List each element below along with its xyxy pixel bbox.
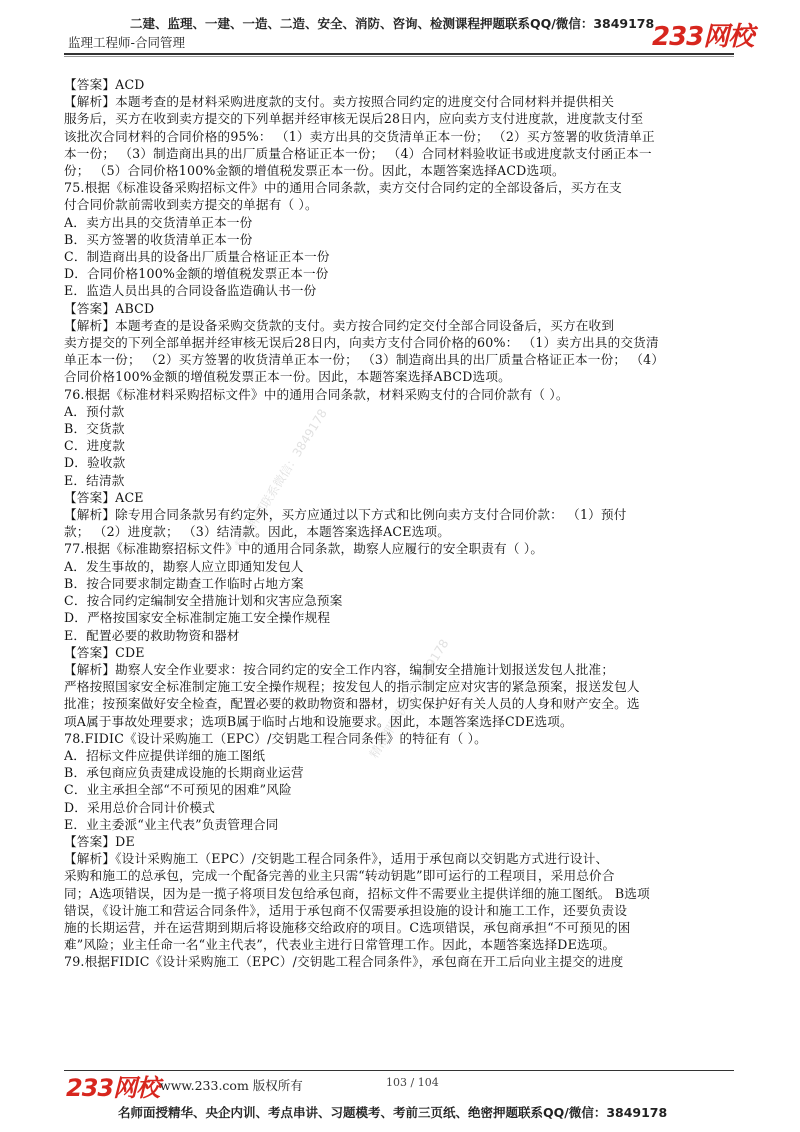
footer-copyright: www.233.com 版权所有 — [160, 1078, 303, 1093]
text-line: 项A属于事故处理要求；选项B属于临时占地和设施要求。因此，本题答案选择CDE选项。 — [64, 713, 573, 729]
text-line: 付合同价款前需收到卖方提交的单据有（ ）。 — [64, 197, 318, 213]
text-line: 本一份； （3）制造商出具的出厂质量合格证正本一份； （4）合同材料验收证书或进度款支付函正本一 — [64, 145, 652, 161]
text-line: 采购和施工的总承包，完成一个配备完善的业主只需“转动钥匙”即可运行的工程项目，采用总价合 — [64, 868, 615, 884]
text-line: B．交货款 — [64, 421, 125, 437]
text-line: 严格按照国家安全标准制定施工安全操作规程；按发包人的指示制定应对灾害的紧急预案，报送发包人 — [64, 679, 640, 695]
text-line: 【解析】勘察人安全作业要求：按合同约定的安全工作内容，编制安全措施计划报送发包人批准； — [64, 661, 615, 677]
page-number: 103 / 104 — [386, 1076, 439, 1089]
text-line: 【解析】除专用合同条款另有约定外，买方应通过以下方式和比例向卖方支付合同价款： （1）预付 — [64, 507, 627, 523]
header-divider — [64, 53, 734, 55]
text-line: C．进度款 — [64, 438, 126, 454]
brand-logo-header: 233网校 — [652, 22, 754, 52]
text-line: 79.根据FIDIC《设计采购施工（EPC）/交钥匙工程合同条件》，承包商在开工后向业主提交的进度 — [64, 954, 624, 970]
text-line: E．监造人员出具的合同设备监造确认书一份 — [64, 283, 317, 299]
brand-logo-footer: 233网校 — [66, 1074, 160, 1102]
text-line: 错误，《设计施工和营运合同条件》，适用于承包商不仅需要承担设施的设计和施工工作，还要负责设 — [64, 902, 628, 918]
watermark: 精准押题联系微信：3849178 — [232, 406, 330, 551]
text-line: 合同价格100%金额的增值税发票正本一份。因此，本题答案选择ABCD选项。 — [64, 369, 511, 385]
text-line: 75.根据《标准设备采购招标文件》中的通用合同条款，卖方交付合同约定的全部设备后，买方在支 — [64, 180, 622, 196]
text-line: D．合同价格100%金额的增值税发票正本一份 — [64, 266, 329, 282]
text-line: 施的长期运营，并在运营期到期后将设施移交给政府的项目。C选项错误，承包商承担“不可预见的困 — [64, 919, 631, 935]
text-line: D．严格按国家安全标准制定施工安全操作规程 — [64, 610, 331, 626]
header-divider-thin — [64, 56, 734, 57]
text-line: 单正本一份； （2）买方签署的收货清单正本一份； （3）制造商出具的出厂质量合格证正本一份； （4） — [64, 352, 665, 368]
text-line: A．预付款 — [64, 403, 125, 419]
text-line: 【答案】ACE — [64, 489, 144, 505]
text-line: E．结清款 — [64, 472, 125, 488]
text-line: B．买方签署的收货清单正本一份 — [64, 231, 253, 247]
text-line: 份； （5）合同价格100%金额的增值税发票正本一份。因此，本题答案选择ACD选项。 — [64, 163, 565, 179]
text-line: 76.根据《标准材料采购招标文件》中的通用合同条款，材料采购支付的合同价款有（ ）。 — [64, 386, 569, 402]
text-line: 款； （2）进度款； （3）结清款。因此，本题答案选择ACE选项。 — [64, 524, 450, 540]
text-line: 【答案】DE — [64, 833, 135, 849]
text-line: C．按合同约定编制安全措施计划和灾害应急预案 — [64, 593, 343, 609]
text-line: 【答案】ACD — [64, 77, 145, 92]
text-line: 该批次合同材料的合同价格的95%： （1）卖方出具的交货清单正本一份； （2）买方签署的收货清单正 — [64, 128, 655, 144]
text-line: D．采用总价合同计价模式 — [64, 799, 216, 815]
text-line: 卖方提交的下列全部单据并经审核无误后28日内，向卖方支付合同价格的60%： （1）卖方出具的交货清 — [64, 335, 659, 351]
text-line: 【解析】本题考查的是材料采购进度款的支付。卖方按照合同约定的进度交付合同材料并提供相关 — [64, 94, 615, 110]
document-body — [64, 76, 736, 971]
text-line: B．承包商应负责建成设施的长期商业运营 — [64, 765, 304, 781]
header-promo-text: 二建、监理、一建、一造、二造、安全、消防、咨询、检测课程押题联系QQ/微信：3849178 — [130, 16, 655, 31]
text-line: 批准；按预案做好安全检查，配置必要的救助物资和器材，切实保护好有关人员的人身和财产安全。选 — [64, 696, 640, 712]
text-line: D．验收款 — [64, 455, 126, 471]
document-subtitle: 监理工程师-合同管理 — [68, 35, 186, 50]
text-line: C．制造商出具的设备出厂质量合格证正本一份 — [64, 249, 330, 265]
text-line: 【答案】CDE — [64, 644, 145, 660]
text-line: 78.FIDIC《设计采购施工（EPC）/交钥匙工程合同条件》的特征有（ ）。 — [64, 730, 487, 746]
footer-divider — [64, 1070, 734, 1071]
text-line: A．招标文件应提供详细的施工图纸 — [64, 747, 266, 763]
text-line: 难”风险；业主任命一名“业主代表”，代表业主进行日常管理工作。因此，本题答案选择DE选项。 — [64, 937, 616, 953]
text-line: 77.根据《标准勘察招标文件》中的通用合同条款，勘察人应履行的安全职责有（ ）。 — [64, 541, 544, 557]
text-line: 【解析】本题考查的是设备采购交货款的支付。卖方按合同约定交付全部合同设备后，买方在收到 — [64, 317, 615, 333]
text-line: C．业主承担全部“不可预见的困难”风险 — [64, 782, 292, 798]
text-line: 【答案】ABCD — [64, 300, 155, 316]
text-line: A．发生事故的，勘察人应立即通知发包人 — [64, 558, 304, 574]
text-line: A．卖方出具的交货清单正本一份 — [64, 214, 253, 230]
watermark: 精准押题联系：3849178 — [366, 636, 452, 761]
text-line: 服务后，买方在收到卖方提交的下列单据并经审核无误后28日内，应向卖方支付进度款，进度款支付至 — [64, 111, 644, 127]
text-line: 【解析】《设计采购施工（EPC）/交钥匙工程合同条件》，适用于承包商以交钥匙方式进行设计、 — [64, 851, 609, 867]
footer-promo-text: 名师面授精华、央企内训、考点串讲、习题模考、考前三页纸、绝密押题联系QQ/微信：3849178 — [118, 1105, 668, 1120]
text-line: 同；A选项错误，因为是一揽子将项目发包给承包商，招标文件不需要业主提供详细的施工图纸。 B选项 — [64, 885, 650, 901]
text-line: E．业主委派“业主代表”负责管理合同 — [64, 816, 279, 832]
text-line: B．按合同要求制定勘查工作临时占地方案 — [64, 575, 304, 591]
text-line: E．配置必要的救助物资和器材 — [64, 627, 240, 643]
